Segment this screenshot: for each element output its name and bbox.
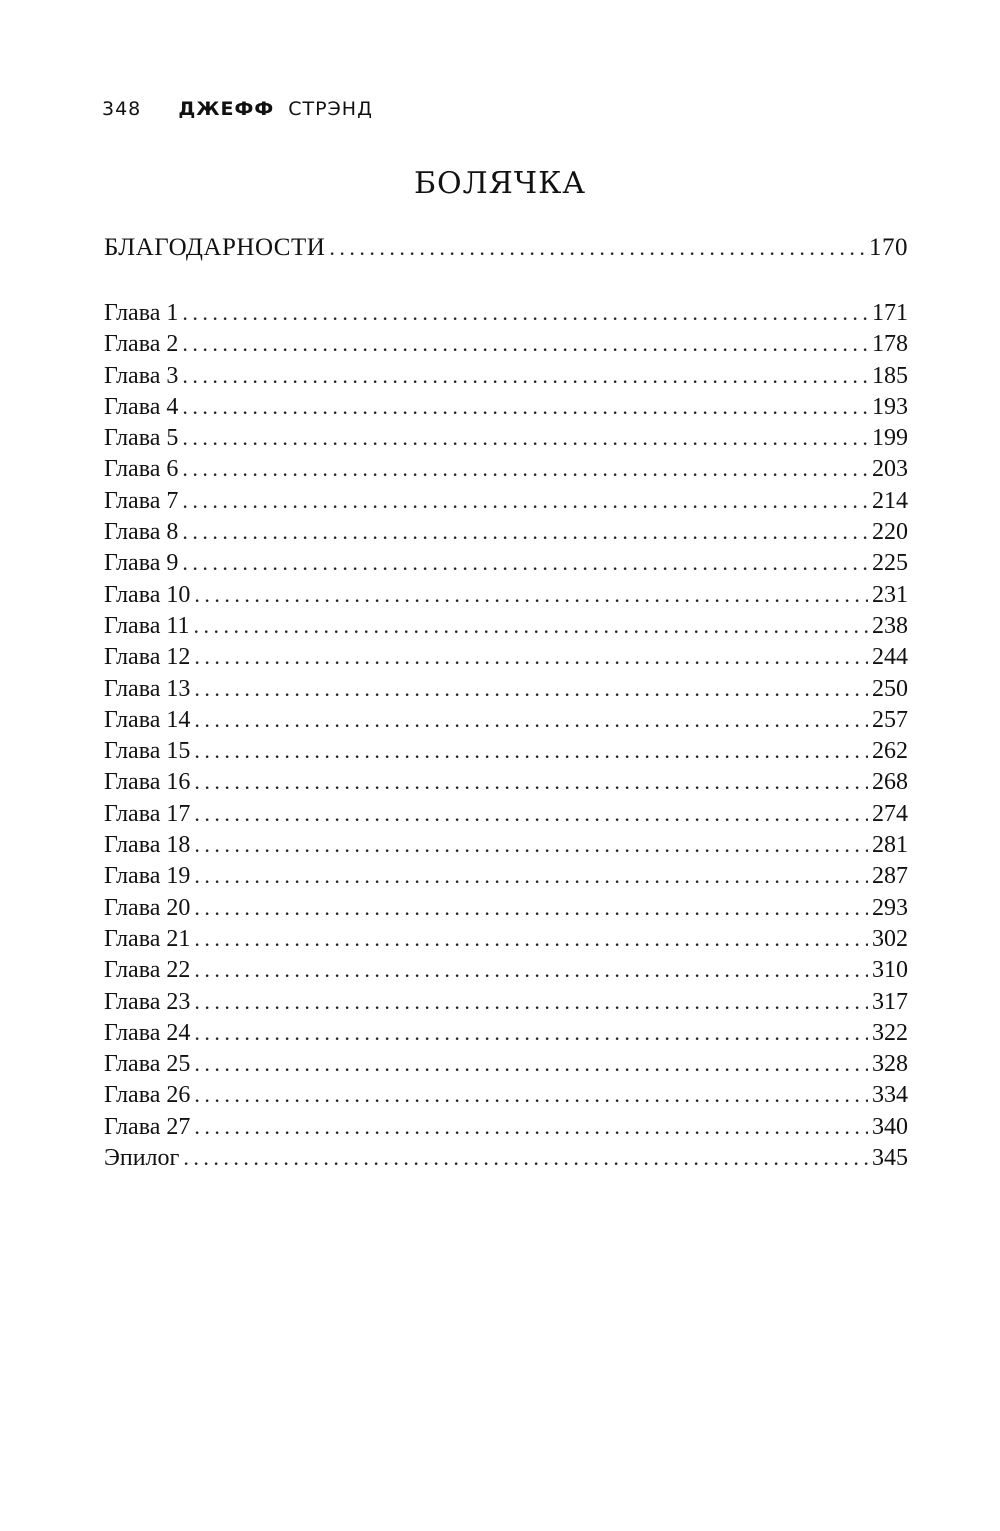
toc-entry-page: 302 bbox=[872, 925, 908, 952]
toc-entry-label: Глава 27 bbox=[104, 1113, 191, 1140]
section-title: БОЛЯЧКА bbox=[413, 166, 587, 201]
toc-entry-label: Глава 22 bbox=[104, 957, 191, 984]
toc-entry-page: 340 bbox=[872, 1113, 908, 1140]
toc-entry-label: Глава 21 bbox=[104, 925, 191, 952]
toc-entry-chapter[interactable] bbox=[104, 798, 908, 829]
toc-entry-chapter[interactable] bbox=[104, 641, 908, 672]
author-first-name: ДЖЕФФ bbox=[178, 98, 275, 120]
toc-entry-page: 317 bbox=[872, 988, 908, 1015]
toc-entry-chapter[interactable] bbox=[104, 735, 908, 766]
toc-leader-dots bbox=[182, 485, 868, 516]
toc-entry-page: 293 bbox=[872, 894, 908, 921]
toc-leader-dots bbox=[194, 1048, 868, 1079]
toc-leader-dots bbox=[194, 1111, 868, 1142]
toc-entry-label: Глава 24 bbox=[104, 1019, 191, 1046]
toc-entry-chapter[interactable] bbox=[104, 547, 908, 578]
toc-entry-page: 274 bbox=[872, 800, 908, 827]
toc-leader-dots bbox=[194, 673, 868, 704]
toc-leader-dots bbox=[183, 1142, 868, 1173]
toc-entry-chapter[interactable] bbox=[104, 579, 908, 610]
toc-entry-label: Глава 11 bbox=[104, 612, 190, 639]
toc-leader-dots bbox=[194, 735, 868, 766]
toc-entry-chapter[interactable] bbox=[104, 766, 908, 797]
toc-entry-page: 244 bbox=[872, 644, 908, 671]
toc-entry-page: 268 bbox=[872, 769, 908, 796]
toc-leader-dots bbox=[194, 704, 868, 735]
toc-leader-dots bbox=[194, 860, 868, 891]
author-last-name: СТРЭНД bbox=[288, 98, 373, 120]
toc-entry-chapter[interactable] bbox=[104, 954, 908, 985]
toc-entry-chapter[interactable] bbox=[104, 516, 908, 547]
toc-entry-chapter[interactable] bbox=[104, 1079, 908, 1110]
toc-entry-chapter[interactable] bbox=[104, 328, 908, 359]
toc-entry-label: Глава 3 bbox=[104, 362, 179, 389]
toc-entry-page: 225 bbox=[872, 550, 908, 577]
toc-entry-page: 281 bbox=[872, 832, 908, 859]
toc-leader-dots bbox=[194, 641, 868, 672]
toc-leader-dots bbox=[194, 892, 868, 923]
toc-entry-label: Глава 12 bbox=[104, 644, 191, 671]
toc-entry-chapter[interactable] bbox=[104, 892, 908, 923]
toc-entry-chapter[interactable] bbox=[104, 923, 908, 954]
toc-leader-dots bbox=[194, 986, 868, 1017]
toc-entry-chapter[interactable] bbox=[104, 610, 908, 641]
toc-entry-page: 178 bbox=[872, 331, 908, 358]
toc-entry-page: 238 bbox=[872, 612, 908, 639]
toc-entry-label: Глава 14 bbox=[104, 706, 191, 733]
toc-entry-label: Глава 5 bbox=[104, 425, 179, 452]
toc-entry-label: Глава 1 bbox=[104, 300, 179, 326]
toc-leader-dots bbox=[182, 297, 868, 328]
toc-entry-label: Глава 19 bbox=[104, 863, 191, 890]
chapter-list bbox=[0, 297, 1000, 1173]
toc-entry-page: 193 bbox=[872, 393, 908, 420]
toc-entry-chapter[interactable] bbox=[104, 422, 908, 453]
toc-entry-page: 170 bbox=[869, 234, 908, 261]
toc-entry-page: 310 bbox=[872, 957, 908, 984]
toc-entry-label: Глава 15 bbox=[104, 738, 191, 765]
toc-entry-chapter[interactable] bbox=[104, 1017, 908, 1048]
toc-entry-label: Глава 23 bbox=[104, 988, 191, 1015]
toc-leader-dots bbox=[194, 798, 868, 829]
toc-entry-label: Глава 16 bbox=[104, 769, 191, 796]
toc-entry-page: 231 bbox=[872, 581, 908, 608]
toc-entry-label: Глава 18 bbox=[104, 832, 191, 859]
toc-leader-dots bbox=[329, 233, 865, 263]
toc-entry-label: Глава 7 bbox=[104, 487, 179, 514]
toc-entry-page: 262 bbox=[872, 738, 908, 765]
toc-entry-label: Глава 4 bbox=[104, 393, 179, 420]
toc-entry-chapter[interactable] bbox=[104, 673, 908, 704]
toc-leader-dots bbox=[194, 923, 868, 954]
toc-entry-label: Глава 10 bbox=[104, 581, 191, 608]
toc-entry-page: 203 bbox=[872, 456, 908, 483]
toc-leader-dots bbox=[194, 1079, 868, 1110]
toc-entry-page: 334 bbox=[872, 1082, 908, 1109]
toc-entry-label: Глава 8 bbox=[104, 519, 179, 546]
toc-leader-dots bbox=[182, 516, 868, 547]
toc-entry-label: Эпилог bbox=[104, 1145, 180, 1172]
toc-entry-label: Глава 26 bbox=[104, 1082, 191, 1109]
toc-leader-dots bbox=[182, 391, 868, 422]
toc-entry-chapter[interactable] bbox=[104, 1142, 908, 1173]
toc-entry-label: Глава 25 bbox=[104, 1051, 191, 1078]
toc-leader-dots bbox=[194, 954, 868, 985]
toc-entry-chapter[interactable] bbox=[104, 1111, 908, 1142]
toc-entry-label: БЛАГОДАРНОСТИ bbox=[104, 234, 326, 261]
toc-entry-chapter[interactable] bbox=[104, 360, 908, 391]
toc-entry-page: 185 bbox=[872, 362, 908, 389]
toc-leader-dots bbox=[182, 547, 868, 578]
toc-entry-page: 171 bbox=[872, 300, 908, 326]
toc-leader-dots bbox=[182, 422, 868, 453]
toc-entry-page: 287 bbox=[872, 863, 908, 890]
toc-entry-page: 199 bbox=[872, 425, 908, 452]
toc-entry-label: Глава 6 bbox=[104, 456, 179, 483]
toc-leader-dots bbox=[182, 453, 868, 484]
toc-entry-page: 214 bbox=[872, 487, 908, 514]
toc-entry-label: Глава 13 bbox=[104, 675, 191, 702]
toc-entry-chapter[interactable] bbox=[104, 1048, 908, 1079]
toc-entry-acknowledgements[interactable] bbox=[104, 233, 908, 263]
running-head bbox=[102, 98, 373, 120]
toc-entry-chapter[interactable] bbox=[104, 860, 908, 891]
toc-leader-dots bbox=[194, 829, 868, 860]
toc-entry-chapter[interactable] bbox=[104, 829, 908, 860]
toc-leader-dots bbox=[194, 1017, 868, 1048]
toc-entry-page: 257 bbox=[872, 706, 908, 733]
toc-leader-dots bbox=[182, 328, 868, 359]
toc-entry-page: 220 bbox=[872, 519, 908, 546]
toc-entry-chapter[interactable] bbox=[104, 986, 908, 1017]
toc-entry-page: 322 bbox=[872, 1019, 908, 1046]
page-number: 348 bbox=[102, 98, 142, 120]
toc-entry-label: Глава 20 bbox=[104, 894, 191, 921]
toc-entry-chapter[interactable] bbox=[104, 297, 908, 328]
toc-leader-dots bbox=[193, 610, 868, 641]
toc-entry-chapter[interactable] bbox=[104, 453, 908, 484]
toc-entry-label: Глава 17 bbox=[104, 800, 191, 827]
toc-entry-chapter[interactable] bbox=[104, 704, 908, 735]
toc-entry-page: 345 bbox=[872, 1145, 908, 1172]
toc-entry-chapter[interactable] bbox=[104, 485, 908, 516]
toc-entry-page: 250 bbox=[872, 675, 908, 702]
toc-leader-dots bbox=[194, 766, 868, 797]
toc-leader-dots bbox=[194, 579, 868, 610]
toc-entry-chapter[interactable] bbox=[104, 391, 908, 422]
toc-entry-label: Глава 9 bbox=[104, 550, 179, 577]
toc-entry-page: 328 bbox=[872, 1051, 908, 1078]
toc-leader-dots bbox=[182, 360, 868, 391]
toc-entry-label: Глава 2 bbox=[104, 331, 179, 358]
